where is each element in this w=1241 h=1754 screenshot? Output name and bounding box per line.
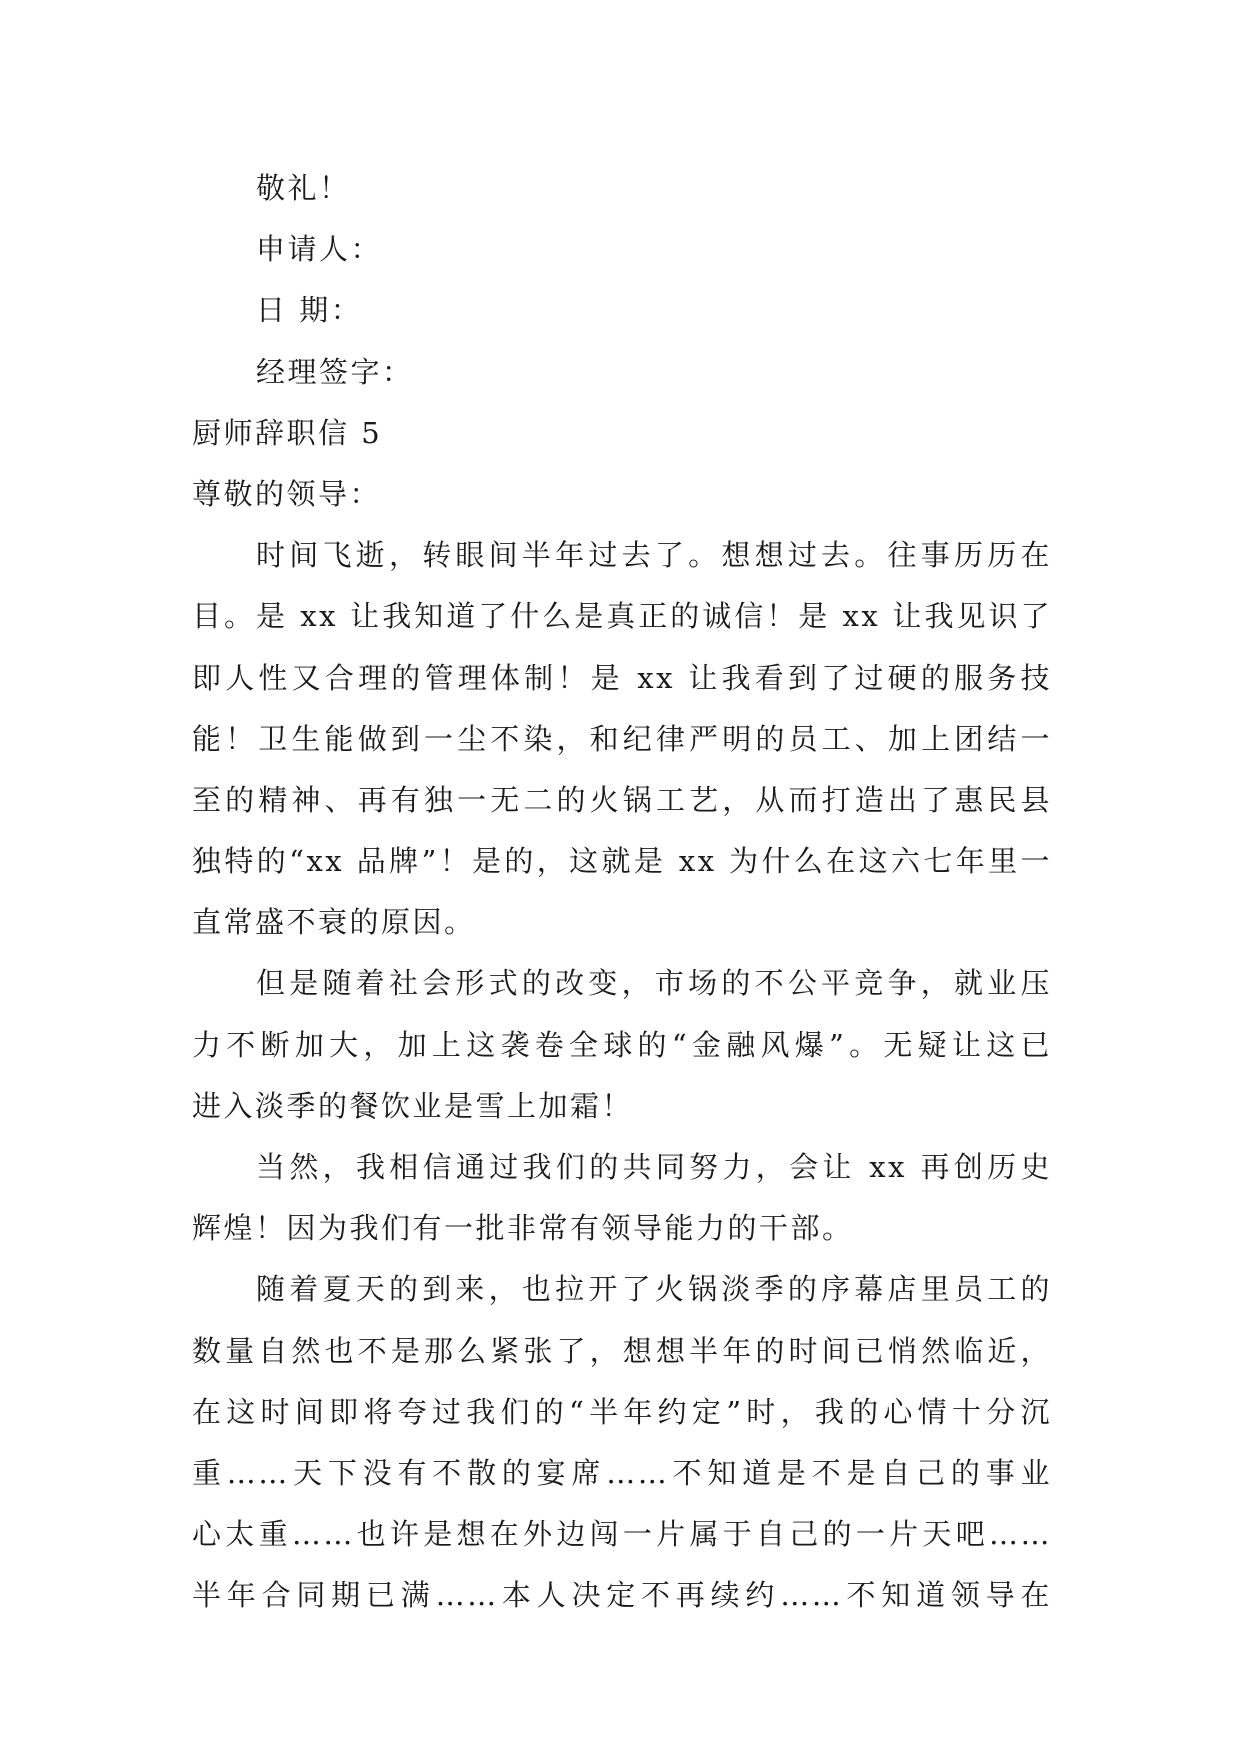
- paragraph-line: 重……天下没有不散的宴席……不知道是不是自己的事业: [192, 1455, 1052, 1490]
- paragraph-line: 随着夏天的到来，也拉开了火锅淡季的序幕店里员工的: [256, 1272, 1052, 1307]
- paragraph-line: 至的精神、再有独一无二的火锅工艺，从而打造出了惠民县: [192, 782, 1052, 817]
- paragraph-line: 数量自然也不是那么紧张了，想想半年的时间已悄然临近，: [192, 1333, 1052, 1368]
- paragraph-line: 时间飞逝，转眼间半年过去了。想想过去。往事历历在: [256, 538, 1052, 573]
- paragraph-line: 进入淡季的餐饮业是雪上加霜！: [192, 1088, 634, 1123]
- letter-title: 厨师辞职信 5: [192, 415, 383, 450]
- paragraph-line: 力不断加大，加上这袭卷全球的“金融风爆”。无疑让这已: [192, 1027, 1052, 1062]
- paragraph-line: 当然，我相信通过我们的共同努力，会让 xx 再创历史: [256, 1150, 1052, 1184]
- paragraph-line: 直常盛不衰的原因。: [192, 905, 476, 940]
- letter-greeting: 尊敬的领导：: [192, 476, 382, 511]
- paragraph-line: 辉煌！因为我们有一批非常有领导能力的干部。: [192, 1211, 854, 1246]
- paragraph-line: 但是随着社会形式的改变，市场的不公平竞争，就业压: [256, 966, 1052, 1001]
- document-body: [192, 158, 1052, 1627]
- manager-signature-label: 经理签字：: [256, 354, 414, 389]
- paragraph-line: 即人性又合理的管理体制！是 xx 让我看到了过硬的服务技: [192, 660, 1052, 695]
- paragraph-line: 能！卫生能做到一尘不染，和纪律严明的员工、加上团结一: [192, 721, 1052, 756]
- date-label: 日 期：: [256, 293, 363, 328]
- applicant-label: 申请人：: [256, 232, 383, 267]
- paragraph-line: 半年合同期已满……本人决定不再续约……不知道领导在: [192, 1578, 1052, 1613]
- closing-salute: 敬礼！: [256, 171, 351, 205]
- paragraph-line: 心太重……也许是想在外边闯一片属于自己的一片天吧……: [192, 1517, 1052, 1552]
- paragraph-line: 目。是 xx 让我知道了什么是真正的诚信！是 xx 让我见识了: [192, 599, 1052, 634]
- paragraph-line: 在这时间即将夸过我们的“半年约定”时，我的心情十分沉: [192, 1394, 1052, 1429]
- paragraph-line: 独特的“xx 品牌”！是的，这就是 xx 为什么在这六七年里一: [192, 844, 1052, 879]
